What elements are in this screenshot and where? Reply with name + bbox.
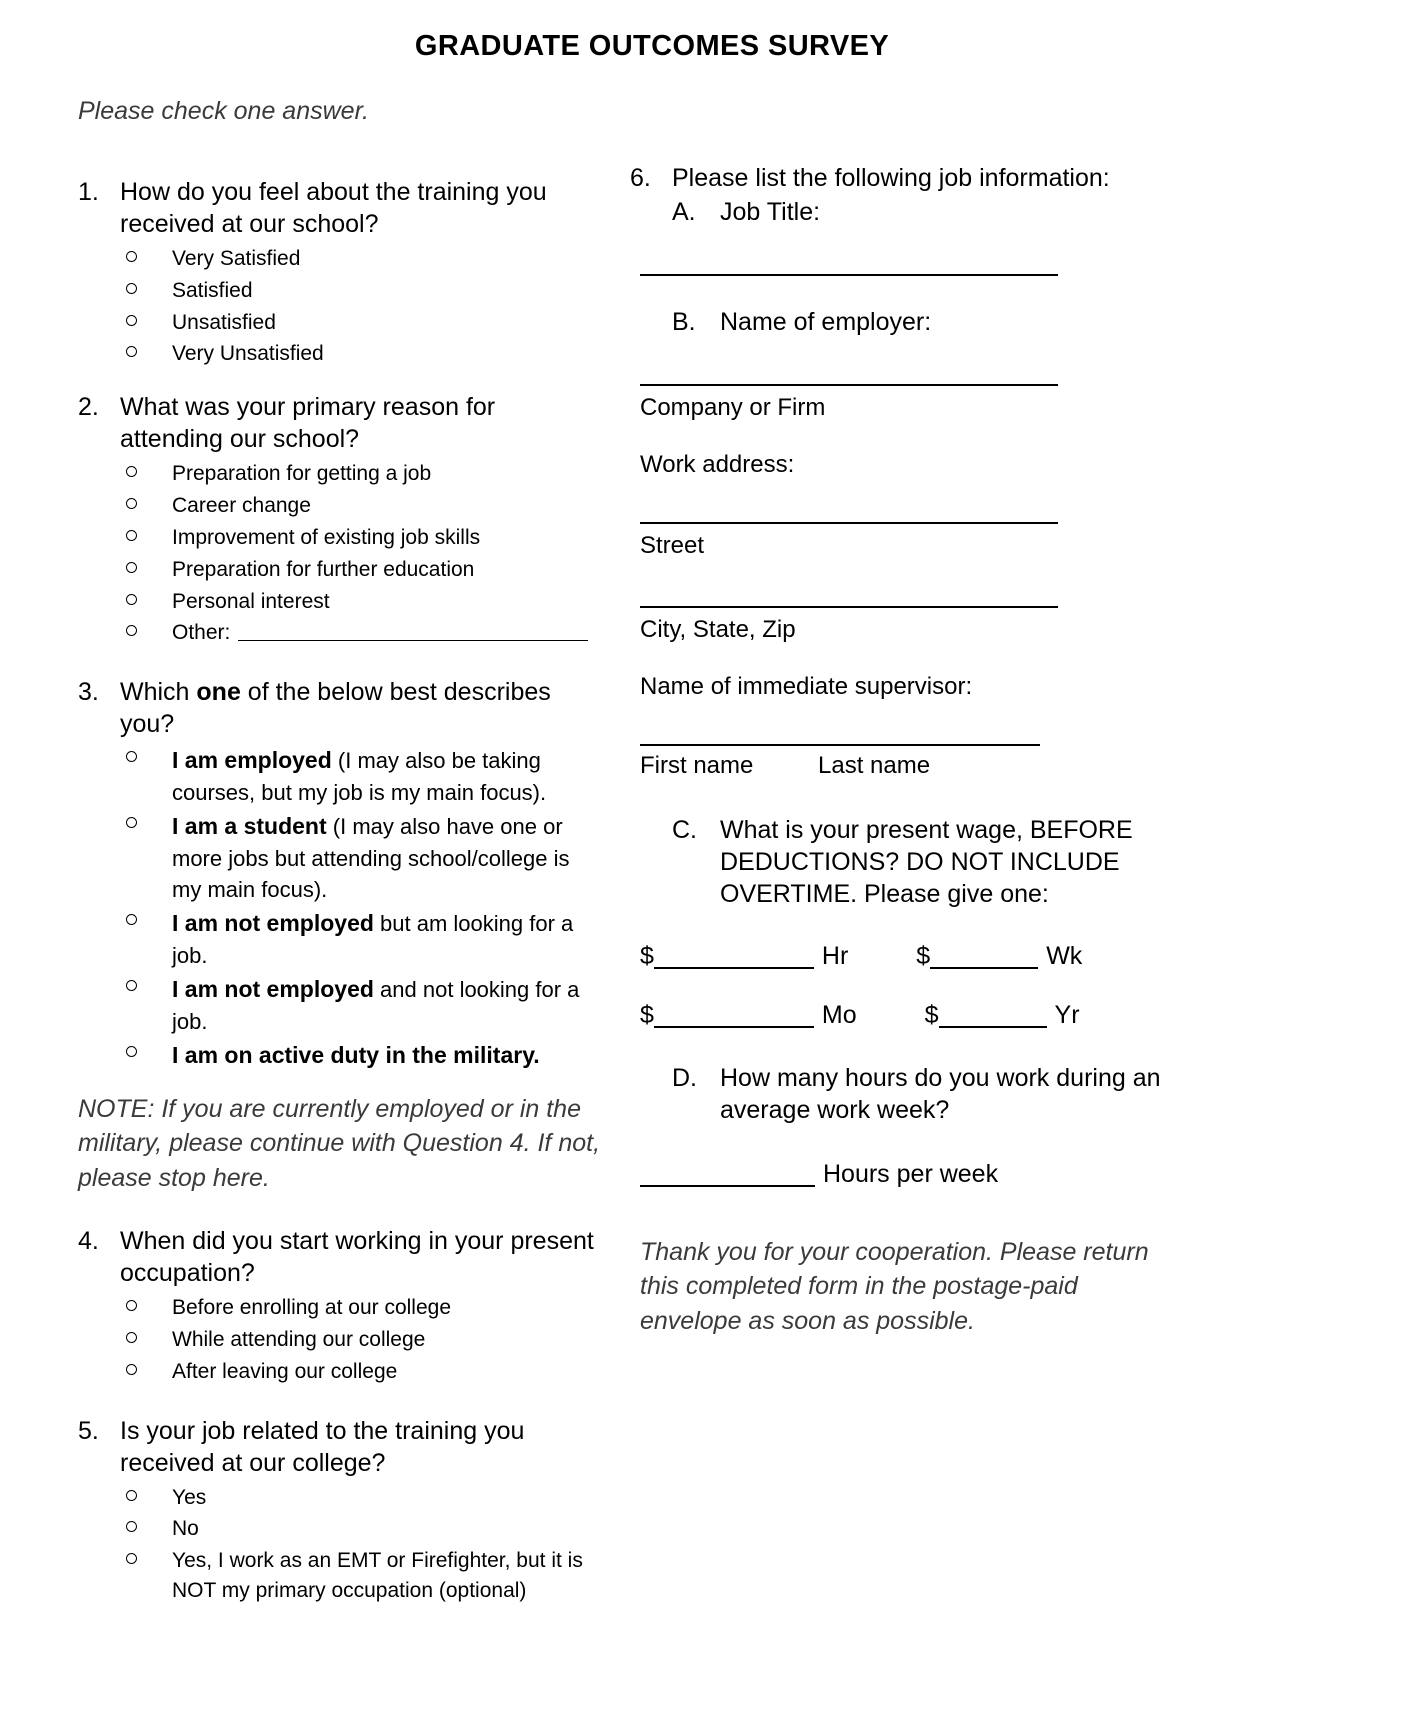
radio-circle-icon[interactable] — [120, 587, 172, 616]
wage-monthly-unit: Mo — [821, 1000, 857, 1029]
option-row[interactable] — [120, 1514, 620, 1544]
radio-circle-icon[interactable] — [120, 308, 172, 337]
option-row[interactable] — [120, 523, 620, 553]
wage-hourly[interactable] — [640, 941, 849, 970]
option-label: Personal interest — [172, 589, 330, 613]
company-or-firm-caption: Company or Firm — [640, 394, 826, 421]
option-bold-part: I am employed — [172, 747, 332, 774]
radio-circle-icon[interactable] — [120, 339, 172, 368]
radio-circle-icon[interactable] — [120, 1039, 172, 1068]
question-3-options — [78, 744, 620, 1071]
option-row[interactable] — [120, 244, 620, 274]
question-4-number: 4. — [78, 1227, 99, 1256]
option-label — [172, 973, 592, 1037]
option-label: Preparation for further education — [172, 557, 475, 581]
option-label: Very Satisfied — [172, 247, 301, 270]
option-row[interactable] — [120, 1325, 620, 1355]
sub-a-text: Job Title: — [720, 198, 821, 226]
option-bold-part: I am not employed — [172, 976, 374, 1003]
street-caption: Street — [640, 532, 705, 560]
option-label: Before enrolling at our college — [172, 1296, 452, 1320]
option-label: Satisfied — [172, 278, 253, 302]
q3-emphasis: one — [196, 678, 241, 707]
last-name-caption: Last name — [818, 751, 931, 779]
question-3 — [78, 676, 620, 740]
sub-d-text: How many hours do you work during an average work week? — [720, 1063, 1161, 1124]
option-row[interactable] — [120, 744, 620, 808]
question-5-number: 5. — [78, 1416, 99, 1445]
employer-name-input-line[interactable] — [640, 384, 1058, 386]
wage-weekly-unit: Wk — [1046, 941, 1083, 970]
radio-circle-icon[interactable] — [120, 973, 172, 1002]
option-row[interactable] — [120, 587, 620, 617]
option-row[interactable] — [120, 973, 620, 1037]
dollar-sign: $ — [924, 1000, 939, 1029]
wage-row-hr-wk — [640, 941, 1320, 970]
right-column — [620, 154, 1320, 1606]
question-3-text — [120, 676, 590, 740]
radio-circle-icon[interactable] — [120, 555, 172, 584]
option-rest-part: but am looking for a job. — [172, 911, 574, 968]
option-row[interactable] — [120, 555, 620, 585]
option-row[interactable] — [120, 308, 620, 338]
job-title-input-line[interactable] — [640, 274, 1058, 276]
option-bold-part: I am a student — [172, 813, 327, 840]
radio-circle-icon[interactable] — [120, 244, 172, 273]
question-6 — [630, 162, 1320, 194]
sub-b-text: Name of employer: — [720, 308, 932, 336]
question-2 — [78, 391, 620, 455]
radio-circle-icon[interactable] — [120, 491, 172, 520]
other-label: Other: — [172, 621, 231, 645]
option-row[interactable] — [120, 1483, 620, 1513]
question-6-sub-b — [630, 306, 1320, 338]
hours-per-week-label: Hours per week — [823, 1159, 999, 1188]
question-4-text: When did you start working in your present occupation? — [120, 1227, 594, 1288]
supervisor-name-label: Name of immediate supervisor: — [640, 672, 973, 700]
question-5-options — [78, 1483, 620, 1606]
question-6-sub-d — [630, 1062, 1320, 1126]
option-bold-part: I am not employed — [172, 910, 374, 937]
wage-row-mo-yr — [640, 1000, 1320, 1029]
note-text: NOTE: If you are currently employed or in the military, please continue with Question 4. If not, please stop here. — [78, 1094, 601, 1192]
question-5-text: Is your job related to the training you received at our college? — [120, 1416, 525, 1477]
hours-per-week-input-line[interactable] — [640, 1165, 815, 1187]
option-row[interactable] — [120, 339, 620, 369]
option-row[interactable] — [120, 1357, 620, 1387]
question-5 — [78, 1415, 620, 1479]
option-label: Preparation for getting a job — [172, 462, 432, 486]
dollar-sign: $ — [640, 941, 654, 970]
city-state-zip-input-line[interactable] — [640, 606, 1058, 608]
question-6-number: 6. — [630, 164, 651, 192]
option-label: Very Unsatisfied — [172, 342, 324, 366]
page-title: GRADUATE OUTCOMES SURVEY — [414, 30, 890, 62]
wage-weekly[interactable] — [916, 941, 1083, 970]
option-row[interactable] — [120, 907, 620, 971]
dollar-sign: $ — [916, 941, 931, 970]
option-label — [172, 1039, 540, 1072]
supervisor-name-input-line[interactable] — [640, 744, 1040, 746]
sub-c-letter: C. — [672, 815, 697, 844]
option-label: No — [172, 1517, 199, 1541]
radio-circle-icon[interactable] — [120, 810, 172, 839]
survey-page — [0, 30, 1424, 1731]
option-row[interactable] — [120, 491, 620, 521]
supervisor-name-captions — [640, 752, 1320, 780]
option-rest-part: and not looking for a job. — [172, 977, 580, 1034]
q3-text-before: Which — [120, 678, 197, 707]
instruction-text: Please check one answer. — [78, 97, 369, 125]
other-input-line[interactable] — [238, 622, 588, 641]
option-label — [172, 618, 588, 648]
option-label — [172, 810, 592, 905]
radio-circle-icon[interactable] — [120, 1483, 172, 1512]
radio-circle-icon[interactable] — [120, 1325, 172, 1354]
option-label: While attending our college — [172, 1327, 426, 1351]
two-column-layout — [0, 154, 1424, 1606]
left-column — [0, 154, 620, 1606]
option-rest-part: (I may also be taking courses, but my job is my main focus). — [172, 748, 547, 805]
wage-yearly-unit: Yr — [1054, 1000, 1080, 1029]
radio-circle-icon[interactable] — [120, 1293, 172, 1322]
question-1-text: How do you feel about the training you received at our school? — [120, 178, 547, 238]
option-rest-part: (I may also have one or more jobs but attending school/college is my main focus). — [172, 814, 570, 902]
question-1-options — [78, 244, 620, 369]
radio-circle-icon[interactable] — [120, 523, 172, 552]
wage-monthly-input-line[interactable] — [654, 1006, 814, 1028]
radio-circle-icon[interactable] — [120, 1357, 172, 1386]
radio-circle-icon[interactable] — [120, 744, 172, 773]
city-state-zip-caption: City, State, Zip — [640, 615, 796, 643]
wage-hourly-input-line[interactable] — [654, 947, 814, 969]
option-label: Career change — [172, 494, 311, 518]
question-2-number: 2. — [78, 393, 99, 422]
option-label: Unsatisfied — [172, 310, 276, 334]
option-label: Improvement of existing job skills — [172, 525, 481, 549]
option-bold-part: I am on active duty in the military. — [172, 1041, 540, 1068]
question-2-text: What was your primary reason for attending our school? — [120, 393, 496, 454]
wage-hourly-unit: Hr — [821, 941, 849, 970]
question-3-number: 3. — [78, 678, 99, 707]
option-label — [172, 907, 592, 971]
option-label: Yes — [172, 1485, 207, 1509]
sub-b-letter: B. — [672, 308, 696, 336]
question-4 — [78, 1225, 620, 1289]
option-row[interactable] — [120, 276, 620, 306]
option-row[interactable] — [120, 1546, 620, 1606]
question-4-options — [78, 1293, 620, 1386]
option-label: Yes, I work as an EMT or Firefighter, but it is NOT my primary occupation (optional) — [172, 1549, 583, 1602]
question-1-number: 1. — [78, 178, 99, 206]
option-row-other[interactable] — [120, 618, 620, 648]
option-row[interactable] — [120, 810, 620, 905]
radio-circle-icon[interactable] — [120, 276, 172, 305]
sub-c-text: What is your present wage, BEFORE DEDUCTIONS? DO NOT INCLUDE OVERTIME. Please give one: — [720, 815, 1133, 908]
wage-weekly-input-line[interactable] — [930, 947, 1038, 969]
hours-per-week-row — [640, 1159, 1320, 1188]
first-name-caption: First name — [640, 751, 754, 779]
radio-circle-icon[interactable] — [120, 618, 172, 647]
dollar-sign: $ — [640, 1000, 654, 1029]
radio-circle-icon[interactable] — [120, 1546, 172, 1575]
option-row[interactable] — [120, 459, 620, 489]
option-label: After leaving our college — [172, 1359, 398, 1383]
option-row[interactable] — [120, 1039, 620, 1072]
sub-d-letter: D. — [672, 1063, 697, 1092]
option-row[interactable] — [120, 1293, 620, 1323]
question-2-options — [78, 459, 620, 648]
q3-text-after: of the below best describes you? — [120, 678, 551, 739]
wage-yearly-input-line[interactable] — [939, 1006, 1047, 1028]
closing-text: Thank you for your cooperation. Please return this completed form in the postage-paid envelope as soon as possible. — [640, 1237, 1149, 1335]
option-label — [172, 744, 592, 808]
work-address-label: Work address: — [640, 451, 795, 479]
question-1 — [78, 176, 620, 240]
radio-circle-icon[interactable] — [120, 907, 172, 936]
question-6-sub-a — [630, 196, 1320, 228]
street-input-line[interactable] — [640, 522, 1058, 524]
wage-monthly[interactable] — [640, 1000, 857, 1029]
question-6-text: Please list the following job information: — [672, 164, 1110, 192]
sub-a-letter: A. — [672, 198, 696, 226]
wage-yearly[interactable] — [924, 1000, 1080, 1029]
question-6-sub-c — [630, 814, 1320, 910]
radio-circle-icon[interactable] — [120, 1514, 172, 1543]
radio-circle-icon[interactable] — [120, 459, 172, 488]
